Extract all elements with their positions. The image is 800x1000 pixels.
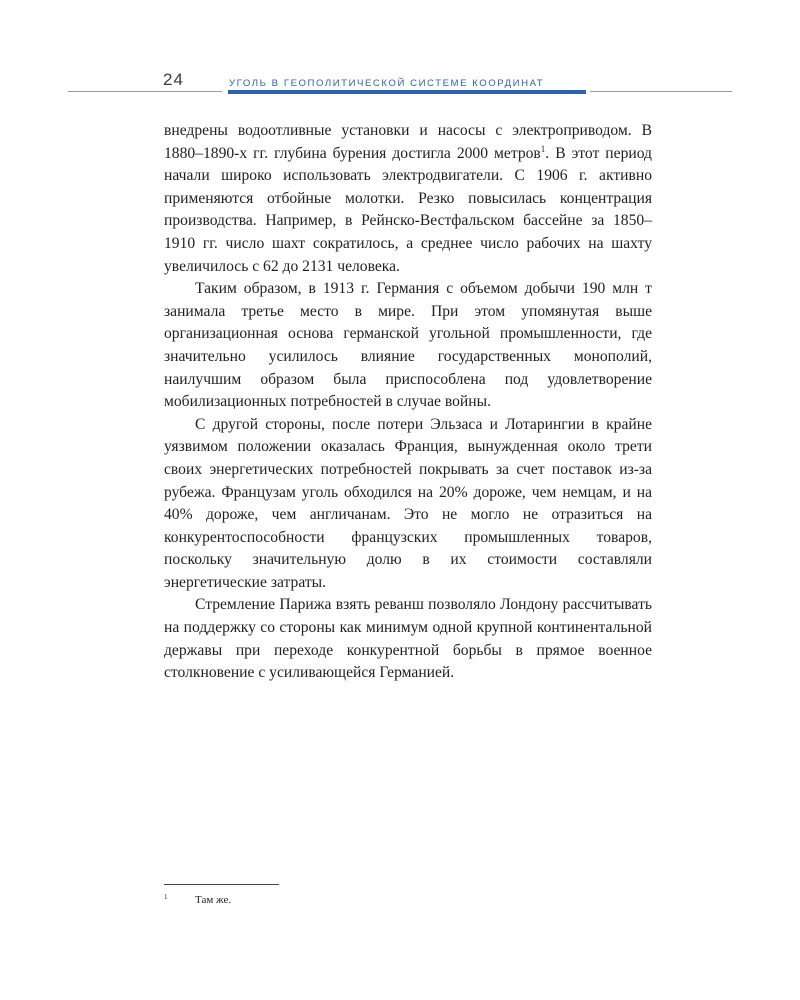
footnote-text: Там же. bbox=[195, 894, 232, 906]
running-title: УГОЛЬ В ГЕОПОЛИТИЧЕСКОЙ СИСТЕМЕ КООРДИНАТ bbox=[229, 78, 545, 89]
page-number: 24 bbox=[163, 70, 184, 89]
header-rule-left bbox=[68, 91, 222, 92]
footnote-reference: 1 bbox=[540, 143, 546, 154]
header-rule-right bbox=[590, 91, 732, 92]
paragraph-1 bbox=[164, 120, 652, 278]
paragraph-3: С другой стороны, после потери Эльзаса и Лотарингии в крайне уязвимом положении оказалась Франция, вынужденная около трети своих энергетических потребностей покрывать за счет поставок из-за рубежа. Французам уголь обходился на 20% дороже, чем немцам, и на 40% дороже, чем англичанам. Это не могло не отразиться на конкурентоспособности французских промышленных товаров, поскольку значительную долю в их стоимости составляли энергетические затраты. bbox=[164, 415, 652, 591]
header-rule-accent bbox=[228, 90, 586, 94]
paragraph-4: Стремление Парижа взять реванш позволяло Лондону рассчитывать на поддержку со стороны как минимум одной крупной континентальной державы при переходе конкурентной борьбы в прямое военное столкновение с усиливающейся Германией. bbox=[164, 596, 652, 682]
footnote-mark: 1 bbox=[164, 893, 168, 901]
footnote-separator bbox=[164, 884, 279, 885]
body-text bbox=[164, 120, 652, 685]
paragraph-1-text-b: . В этот период начали широко использовать электродвигатели. С 1906 г. активно применяются отбойные молотки. Резко повысилась концентрация производства. Например, в Рейнско-Вестфальском бассейне за 1850–1910 гг. число шахт сократилось, а среднее число рабочих на шахту увеличилось с 62 до 2131 человека. bbox=[164, 144, 652, 275]
paragraph-2: Таким образом, в 1913 г. Германия с объемом добычи 190 млн т занимала третье место в мире. При этом упомянутая выше организационная основа германской угольной промышленности, где значительно усилилось влияние государственных монополий, наилучшим образом была приспособлена под удовлетворение мобилизационных потребностей в случае войны. bbox=[164, 280, 652, 411]
paragraph-1-text-a: внедрены водоотливные установки и насосы с электроприводом. В 1880–1890-х гг. глубина бурения достигла 2000 метров bbox=[164, 122, 652, 162]
running-header bbox=[0, 66, 800, 98]
